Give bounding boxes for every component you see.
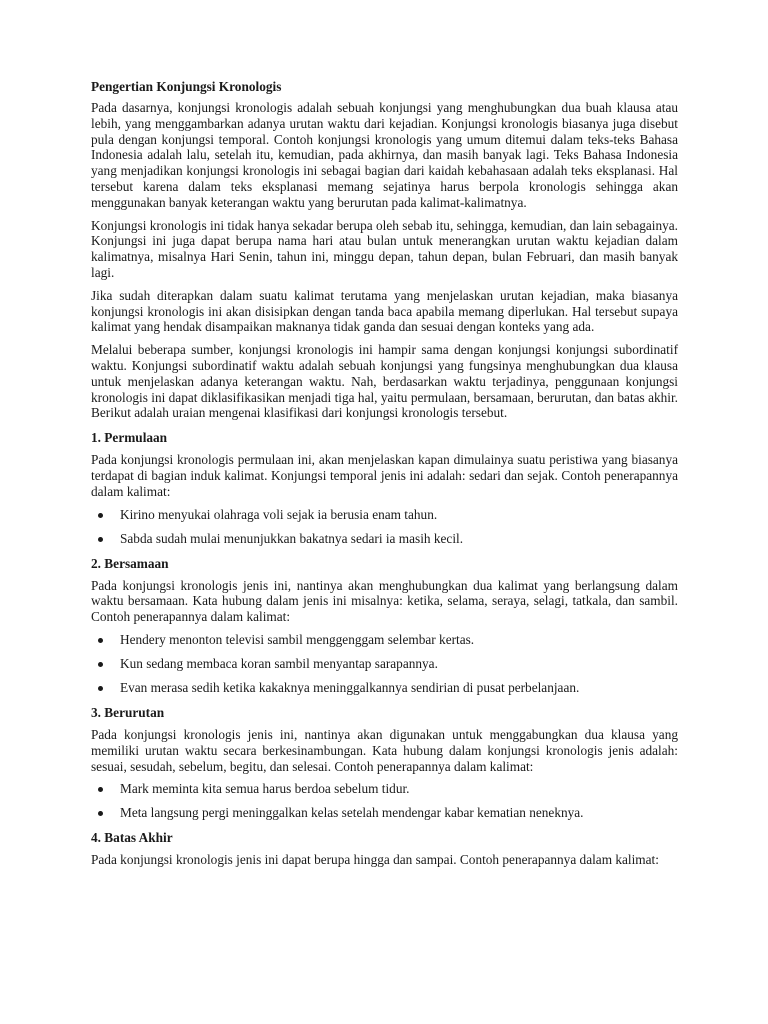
- example-item: [91, 680, 678, 696]
- intro-paragraph: Jika sudah diterapkan dalam suatu kalimat terutama yang menjelaskan urutan kejadian, maka biasanya konjungsi kronologis ini akan disisipkan dengan tanda baca apabila memang diperlukan. Hal tersebut supaya kalimat yang hendak disampaikan maknanya tidak ganda dan sesuai dengan konteks yang ada.: [91, 287, 678, 335]
- example-list: [91, 507, 678, 547]
- section-paragraph: Pada konjungsi kronologis jenis ini, nantinya akan menghubungkan dua kalimat yang berlangsung dalam waktu bersamaan. Kata hubung dalam jenis ini misalnya: ketika, selama, seraya, selagi, tatkala, dan sambil. Contoh penerapannya dalam kalimat:: [91, 577, 678, 625]
- example-text: Meta langsung pergi meninggalkan kelas setelah mendengar kabar kematian neneknya.: [120, 805, 584, 821]
- example-item: [91, 656, 678, 672]
- bullet-icon: [98, 811, 103, 816]
- example-text: Mark meminta kita semua harus berdoa sebelum tidur.: [120, 781, 410, 797]
- bullet-icon: [98, 787, 103, 792]
- example-text: Kirino menyukai olahraga voli sejak ia berusia enam tahun.: [120, 506, 438, 522]
- example-item: [91, 781, 678, 797]
- example-text: Kun sedang membaca koran sambil menyantap sarapannya.: [120, 655, 438, 671]
- section-heading-batas-akhir: 4. Batas Akhir: [91, 830, 173, 846]
- example-text: Hendery menonton televisi sambil menggenggam selembar kertas.: [120, 631, 475, 647]
- example-text: Evan merasa sedih ketika kakaknya meninggalkannya sendirian di pusat perbelanjaan.: [120, 679, 580, 695]
- bullet-icon: [98, 537, 103, 542]
- example-item: [91, 531, 678, 547]
- example-list: [91, 781, 678, 821]
- example-item: [91, 507, 678, 523]
- example-text: Sabda sudah mulai menunjukkan bakatnya sedari ia masih kecil.: [120, 530, 464, 546]
- section-paragraph: Pada konjungsi kronologis jenis ini, nantinya akan digunakan untuk menggabungkan dua klausa yang memiliki urutan waktu secara berkesinambungan. Kata hubung dalam konjungsi kronologis jenis adalah: sesuai, sesudah, sebelum, begitu, dan selesai. Contoh penerapannya dalam kalimat:: [91, 726, 678, 774]
- example-list: [91, 632, 678, 696]
- bullet-icon: [98, 638, 103, 643]
- example-item: [91, 805, 678, 821]
- section-heading-bersamaan: 2. Bersamaan: [91, 555, 169, 571]
- section-paragraph: Pada konjungsi kronologis permulaan ini, akan menjelaskan kapan dimulainya suatu peristiwa yang biasanya terdapat di bagian induk kalimat. Konjungsi temporal jenis ini adalah: sedari dan sejak. Contoh penerapannya dalam kalimat:: [91, 452, 678, 499]
- intro-paragraph: Pada dasarnya, konjungsi kronologis adalah sebuah konjungsi yang menghubungkan dua buah klausa atau lebih, yang menggambarkan adanya urutan waktu dari kejadian. Konjungsi kronologis biasanya juga disebut pula dengan konjungsi temporal. Contoh konjungsi kronologis yang umum ditemui dalam teks-teks Bahasa Indonesia adalah lalu, setelah itu, kemudian, pada akhirnya, dan masih banyak lagi. Teks Bahasa Indonesia yang menjadikan konjungsi kronologis ini sebagai bagian dari kaidah kebahasaan adalah teks eksplanasi. Hal tersebut karena dalam teks eksplanasi memang sejatinya harus berpola kronologis sehingga akan menggunakan banyak keterangan waktu yang berurutan pada kalimat-kalimatnya.: [91, 100, 678, 210]
- bullet-icon: [98, 513, 103, 518]
- intro-paragraph: Melalui beberapa sumber, konjungsi kronologis ini hampir sama dengan konjungsi konjungsi subordinatif waktu. Konjungsi subordinatif waktu adalah sebuah konjungsi yang fungsinya menghubungkan dua klausa untuk menjelaskan adanya keterangan waktu. Nah, berdasarkan waktu terjadinya, penggunaan konjungsi kronologis ini dapat diklasifikasikan menjadi tiga hal, yaitu permulaan, bersamaan, berurutan, dan batas akhir. Berikut adalah uraian mengenai klasifikasi dari konjungsi kronologis tersebut.: [91, 342, 678, 421]
- document-title: Pengertian Konjungsi Kronologis: [91, 79, 282, 94]
- section-paragraph: Pada konjungsi kronologis jenis ini dapat berupa hingga dan sampai. Contoh penerapannya dalam kalimat:: [91, 852, 659, 868]
- example-item: [91, 632, 678, 648]
- bullet-icon: [98, 686, 103, 691]
- intro-paragraph: Konjungsi kronologis ini tidak hanya sekadar berupa oleh sebab itu, sehingga, kemudian, dan lain sebagainya. Konjungsi ini juga dapat berupa nama hari atau bulan untuk menerangkan urutan waktu kejadian dalam kalimatnya, misalnya Hari Senin, tahun ini, minggu depan, tahun depan, bulan Februari, dan masih banyak lagi.: [91, 217, 678, 280]
- section-heading-berurutan: 3. Berurutan: [91, 704, 165, 720]
- bullet-icon: [98, 662, 103, 667]
- section-heading-permulaan: 1. Permulaan: [91, 430, 168, 446]
